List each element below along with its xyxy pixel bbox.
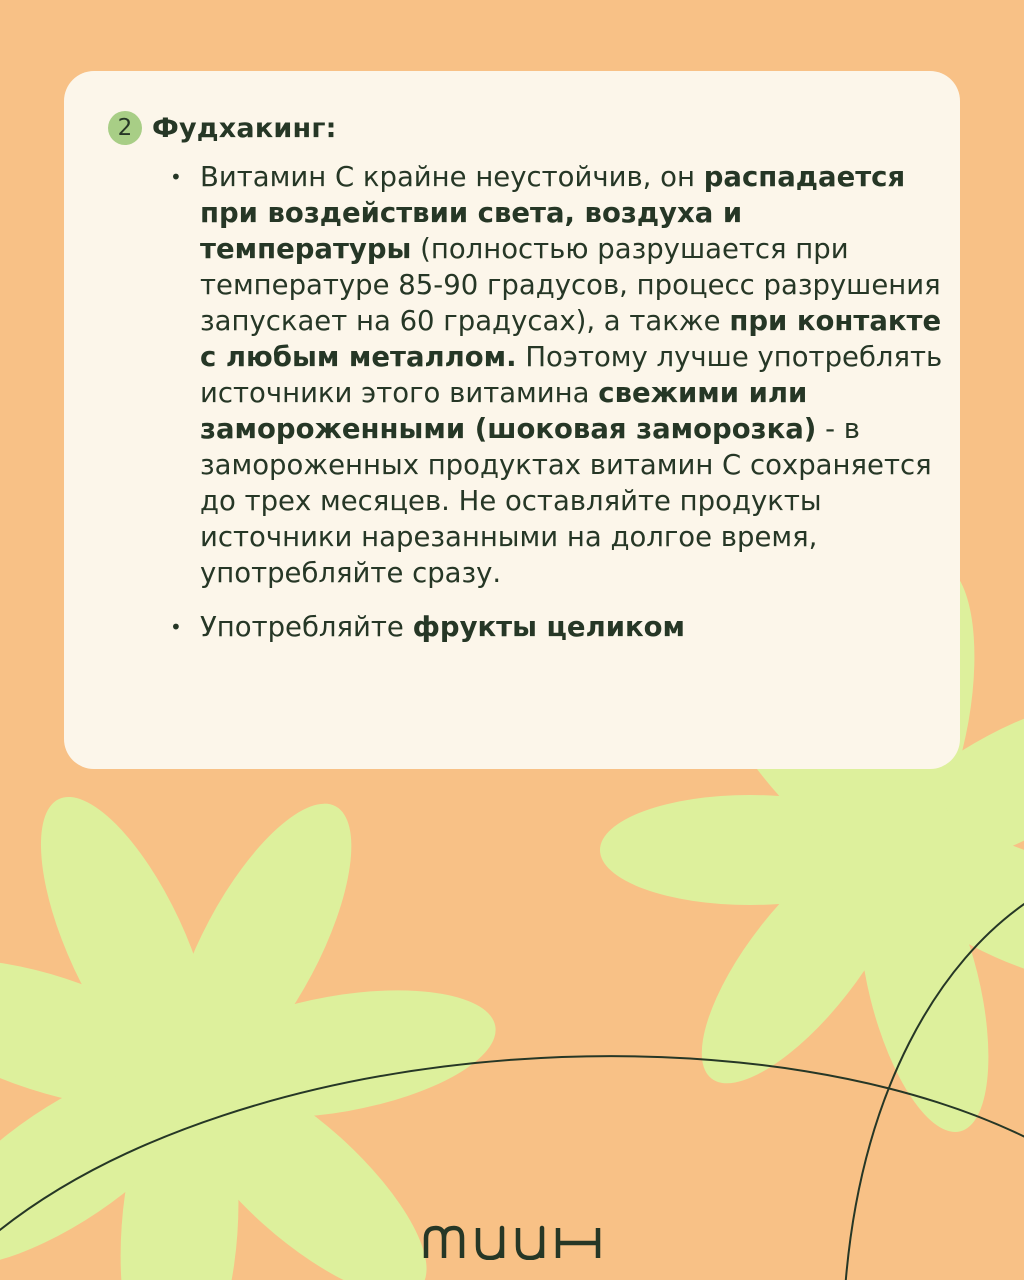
text-run: (полностью разрушается при температуре 85-90 градусов, процесс разрушения запускает на 60 градусах), а также bbox=[200, 233, 941, 337]
flower-decoration-left bbox=[0, 775, 505, 1280]
bullet-dot-icon: • bbox=[170, 615, 182, 639]
text-run: Витамин С крайне неустойчив, он bbox=[200, 161, 704, 193]
bold-text-run: свежими или замороженными (шоковая заморозка) bbox=[200, 377, 817, 445]
list-item bbox=[170, 159, 952, 591]
bold-text-run: при контакте с любым металлом. bbox=[200, 305, 942, 373]
text-run: Употребляйте bbox=[200, 611, 413, 643]
list-item bbox=[170, 609, 952, 645]
text-run: Поэтому лучше употреблять источники этого витамина bbox=[200, 341, 943, 409]
bullet-list bbox=[170, 159, 952, 663]
section-title: Фудхакинг: bbox=[152, 112, 337, 144]
content-card bbox=[64, 71, 960, 769]
bold-text-run: распадается при воздействии света, воздуха и температуры bbox=[200, 161, 906, 265]
bullet-dot-icon: • bbox=[170, 165, 182, 189]
section-heading bbox=[108, 111, 337, 145]
text-run: - в замороженных продуктах витамин С сохраняется до трех месяцев. Не оставляйте продукты источники нарезанными на долгое время, употребляйте сразу. bbox=[200, 413, 932, 589]
section-number-badge: 2 bbox=[108, 111, 142, 145]
brand-logo bbox=[422, 1224, 602, 1260]
bold-text-run: фрукты целиком bbox=[412, 611, 686, 643]
